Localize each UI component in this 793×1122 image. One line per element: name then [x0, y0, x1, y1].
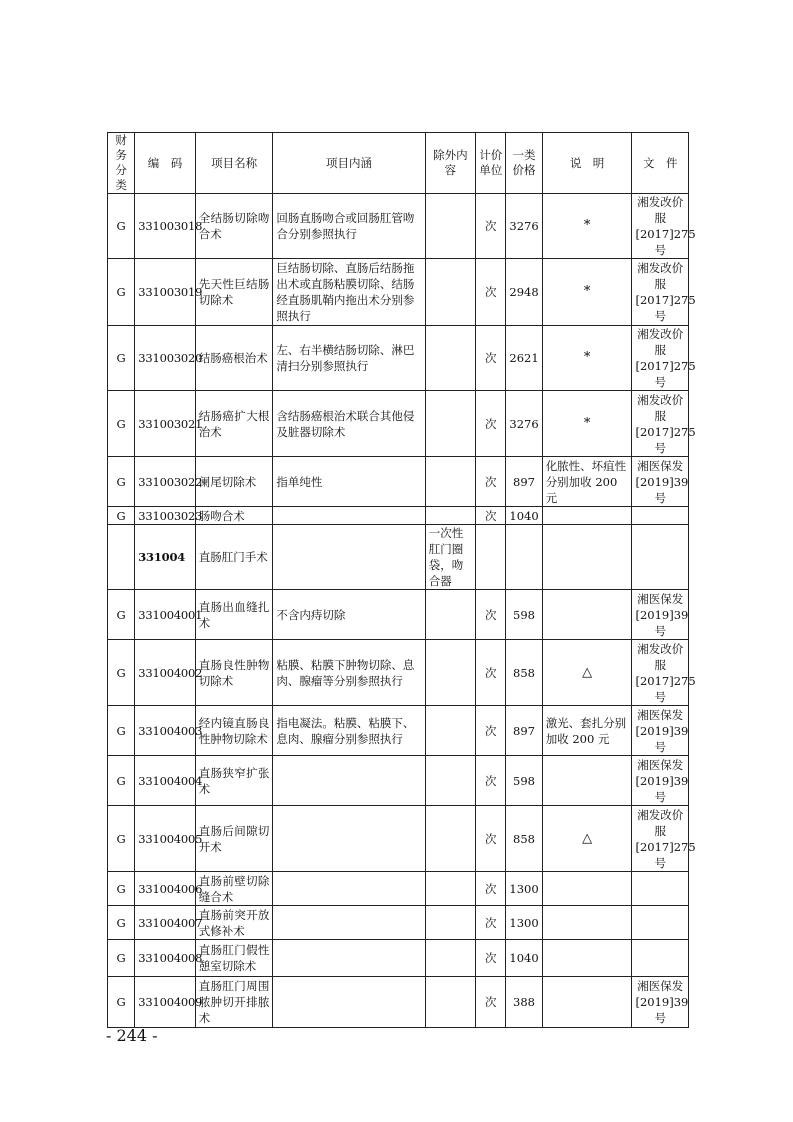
cell-name: 直肠出血缝扎术: [195, 590, 273, 640]
table-row: [108, 259, 689, 326]
cell-note: [542, 906, 632, 940]
cell-unit: 次: [476, 391, 506, 457]
cell-note: [542, 977, 632, 1028]
cell-note: *: [542, 391, 632, 457]
cell-price: 1040: [506, 940, 542, 977]
page-number: - 244 -: [106, 1026, 158, 1045]
table-row: [108, 525, 689, 590]
cell-note: [542, 872, 632, 906]
cell-unit: [476, 525, 506, 590]
cell-code: 331004003: [135, 706, 196, 756]
table-row: [108, 640, 689, 706]
cell-name: 直肠良性肿物切除术: [195, 640, 273, 706]
cell-name: 结肠癌扩大根治术: [195, 391, 273, 457]
cell-price: 1300: [506, 872, 542, 906]
table-header-row: [108, 133, 689, 194]
cell-content: 回肠直肠吻合或回肠肛管吻合分别参照执行: [273, 194, 425, 259]
cell-category: G: [108, 259, 135, 326]
cell-category: G: [108, 194, 135, 259]
cell-name: 直肠前突开放式修补术: [195, 906, 273, 940]
cell-excluded: [425, 940, 475, 977]
table-row: [108, 391, 689, 457]
cell-excluded: [425, 756, 475, 806]
cell-name: 结肠癌根治术: [195, 326, 273, 391]
cell-content: [273, 525, 425, 590]
cell-category: G: [108, 457, 135, 507]
cell-category: G: [108, 326, 135, 391]
cell-category: G: [108, 640, 135, 706]
cell-doc: 湘发改价服[2017]275号: [632, 259, 689, 326]
cell-code: 331003023: [135, 507, 196, 525]
cell-content: 左、右半横结肠切除、淋巴清扫分别参照执行: [273, 326, 425, 391]
cell-name: 直肠后间隙切开术: [195, 806, 273, 872]
cell-unit: 次: [476, 590, 506, 640]
cell-excluded: [425, 977, 475, 1028]
cell-code: 331004004: [135, 756, 196, 806]
cell-note: 激光、套扎分别加收 200 元: [542, 706, 632, 756]
cell-name: 直肠肛门假性憩室切除术: [195, 940, 273, 977]
table-row: [108, 806, 689, 872]
header-content: 项目内涵: [273, 133, 425, 194]
cell-code: 331003022: [135, 457, 196, 507]
cell-doc: 湘发改价服[2017]275号: [632, 194, 689, 259]
cell-price: 2621: [506, 326, 542, 391]
header-excluded: 除外内容: [425, 133, 475, 194]
cell-content: 指电凝法。粘膜、粘膜下、息肉、腺瘤分别参照执行: [273, 706, 425, 756]
cell-name: 阑尾切除术: [195, 457, 273, 507]
cell-category: G: [108, 872, 135, 906]
cell-doc: 湘医保发[2019]39号: [632, 590, 689, 640]
cell-code: 331003019: [135, 259, 196, 326]
cell-category: G: [108, 940, 135, 977]
cell-note: [542, 756, 632, 806]
cell-excluded: [425, 457, 475, 507]
cell-price: 858: [506, 640, 542, 706]
cell-content: [273, 872, 425, 906]
table-row: [108, 326, 689, 391]
cell-note: *: [542, 259, 632, 326]
cell-note: [542, 507, 632, 525]
cell-price: 3276: [506, 391, 542, 457]
cell-excluded: [425, 590, 475, 640]
cell-category: G: [108, 391, 135, 457]
table-row: [108, 194, 689, 259]
cell-content: [273, 806, 425, 872]
cell-doc: [632, 906, 689, 940]
cell-note: [542, 590, 632, 640]
cell-unit: 次: [476, 806, 506, 872]
cell-note: △: [542, 806, 632, 872]
cell-code: 331004006: [135, 872, 196, 906]
cell-price: 598: [506, 756, 542, 806]
cell-category: G: [108, 756, 135, 806]
cell-code: 331003018: [135, 194, 196, 259]
cell-doc: 湘医保发[2019]39号: [632, 457, 689, 507]
table-row: [108, 457, 689, 507]
table-row: [108, 872, 689, 906]
cell-code: 331004007: [135, 906, 196, 940]
table-row: [108, 507, 689, 525]
cell-doc: [632, 940, 689, 977]
table-row: [108, 590, 689, 640]
cell-category: G: [108, 507, 135, 525]
header-name: 项目名称: [195, 133, 273, 194]
header-code: 编 码: [135, 133, 196, 194]
cell-code: 331004005: [135, 806, 196, 872]
cell-excluded: [425, 194, 475, 259]
cell-unit: 次: [476, 507, 506, 525]
cell-price: 3276: [506, 194, 542, 259]
cell-unit: 次: [476, 977, 506, 1028]
cell-excluded: [425, 906, 475, 940]
table-row: [108, 906, 689, 940]
cell-doc: 湘发改价服[2017]275号: [632, 640, 689, 706]
cell-doc: 湘发改价服[2017]275号: [632, 326, 689, 391]
cell-unit: 次: [476, 906, 506, 940]
cell-doc: 湘发改价服[2017]275号: [632, 391, 689, 457]
cell-doc: 湘医保发[2019]39号: [632, 706, 689, 756]
cell-doc: [632, 872, 689, 906]
cell-excluded: [425, 391, 475, 457]
cell-name: 直肠前壁切除缝合术: [195, 872, 273, 906]
cell-name: 直肠肛门周围脓肿切开排脓术: [195, 977, 273, 1028]
header-unit: 计价单位: [476, 133, 506, 194]
cell-excluded: [425, 706, 475, 756]
fee-schedule-table: [107, 132, 696, 1028]
cell-excluded: 一次性肛门圈袋，吻合器: [425, 525, 475, 590]
cell-note: 化脓性、坏疽性分别加收 200 元: [542, 457, 632, 507]
cell-note: [542, 940, 632, 977]
cell-unit: 次: [476, 756, 506, 806]
cell-category: G: [108, 706, 135, 756]
cell-note: [542, 525, 632, 590]
cell-content: [273, 756, 425, 806]
cell-name: 先天性巨结肠切除术: [195, 259, 273, 326]
cell-unit: 次: [476, 940, 506, 977]
cell-excluded: [425, 640, 475, 706]
cell-content: 粘膜、粘膜下肿物切除、息肉、腺瘤等分别参照执行: [273, 640, 425, 706]
cell-doc: 湘医保发[2019]39号: [632, 977, 689, 1028]
cell-name: 直肠肛门手术: [195, 525, 273, 590]
cell-note: *: [542, 194, 632, 259]
cell-price: 1040: [506, 507, 542, 525]
cell-unit: 次: [476, 194, 506, 259]
header-note: 说 明: [542, 133, 632, 194]
cell-content: [273, 977, 425, 1028]
cell-price: [506, 525, 542, 590]
cell-content: 不含内痔切除: [273, 590, 425, 640]
cell-price: 598: [506, 590, 542, 640]
cell-name: 直肠狭窄扩张术: [195, 756, 273, 806]
header-price: 一类价格: [506, 133, 542, 194]
cell-price: 2948: [506, 259, 542, 326]
cell-excluded: [425, 872, 475, 906]
cell-price: 388: [506, 977, 542, 1028]
cell-unit: 次: [476, 640, 506, 706]
cell-content: [273, 507, 425, 525]
header-category: 财务分类: [108, 133, 135, 194]
cell-unit: 次: [476, 457, 506, 507]
cell-content: 巨结肠切除、直肠后结肠拖出术或直肠粘膜切除、结肠经直肠肌鞘内拖出术分别参照执行: [273, 259, 425, 326]
table-row: [108, 756, 689, 806]
cell-category: G: [108, 977, 135, 1028]
cell-price: 897: [506, 457, 542, 507]
table-row: [108, 977, 689, 1028]
cell-category: G: [108, 590, 135, 640]
cell-unit: 次: [476, 706, 506, 756]
cell-code: 331004001: [135, 590, 196, 640]
cell-note: △: [542, 640, 632, 706]
cell-doc: 湘发改价服[2017]275号: [632, 806, 689, 872]
cell-content: [273, 906, 425, 940]
cell-name: 经内镜直肠良性肿物切除术: [195, 706, 273, 756]
cell-excluded: [425, 507, 475, 525]
cell-code: 331003021: [135, 391, 196, 457]
header-doc: 文 件: [632, 133, 689, 194]
cell-excluded: [425, 806, 475, 872]
table-row: [108, 706, 689, 756]
cell-category: G: [108, 906, 135, 940]
cell-unit: 次: [476, 872, 506, 906]
cell-price: 858: [506, 806, 542, 872]
cell-category: G: [108, 806, 135, 872]
table-row: [108, 940, 689, 977]
cell-code: 331004002: [135, 640, 196, 706]
cell-code: 331004008: [135, 940, 196, 977]
cell-code: 331003020: [135, 326, 196, 391]
cell-excluded: [425, 326, 475, 391]
cell-note: *: [542, 326, 632, 391]
cell-price: 1300: [506, 906, 542, 940]
cell-unit: 次: [476, 259, 506, 326]
cell-unit: 次: [476, 326, 506, 391]
cell-code: 331004: [135, 525, 196, 590]
cell-doc: [632, 507, 689, 525]
cell-excluded: [425, 259, 475, 326]
cell-content: 含结肠癌根治术联合其他侵及脏器切除术: [273, 391, 425, 457]
cell-doc: 湘医保发[2019]39号: [632, 756, 689, 806]
cell-content: [273, 940, 425, 977]
cell-content: 指单纯性: [273, 457, 425, 507]
cell-name: 肠吻合术: [195, 507, 273, 525]
cell-doc: [632, 525, 689, 590]
cell-name: 全结肠切除吻合术: [195, 194, 273, 259]
cell-category: [108, 525, 135, 590]
cell-code: 331004009: [135, 977, 196, 1028]
cell-price: 897: [506, 706, 542, 756]
